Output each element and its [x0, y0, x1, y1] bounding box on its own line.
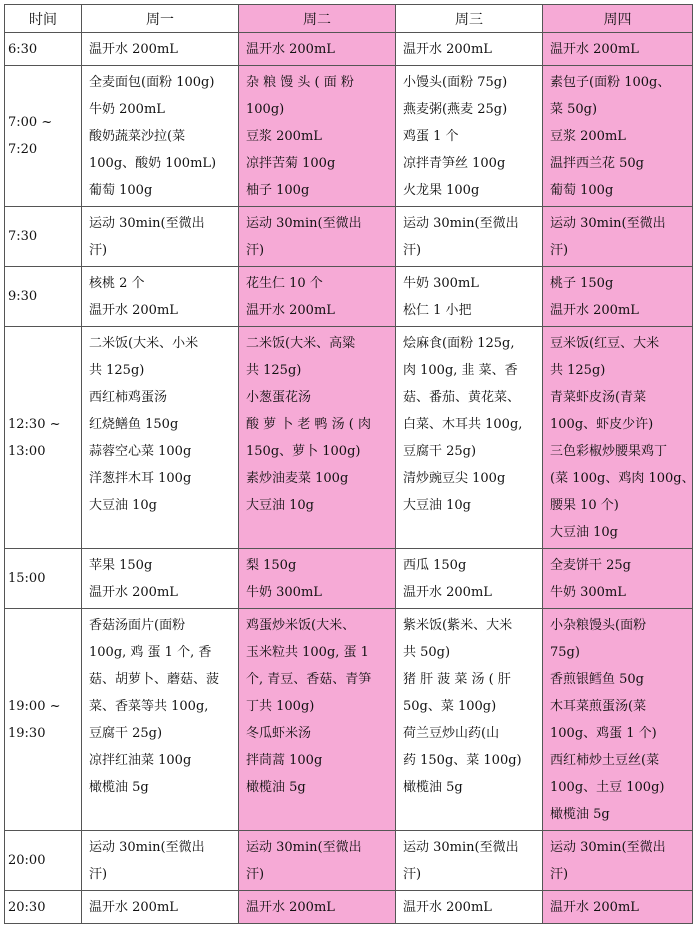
meal-cell-day-2: [239, 891, 396, 924]
meal-item-text: 菇、番茄、黄花菜、: [403, 390, 521, 405]
header-day-3: 周三: [396, 5, 543, 33]
meal-item-text: 温开水 200mL: [89, 900, 178, 915]
meal-item-text: 鸡蛋 1 个: [403, 129, 459, 144]
meal-item-text: 150g、萝卜 100g): [246, 444, 361, 459]
meal-item-text: 紫米饭(紫米、大米: [403, 618, 513, 633]
meal-item-text: 汗): [89, 867, 108, 882]
meal-item-text: 橄榄油 5g: [403, 780, 463, 795]
meal-item-text: 小杂粮馒头(面粉: [550, 618, 647, 633]
meal-item-text: 西红柿炒土豆丝(菜: [550, 753, 660, 768]
meal-item-text: 运动 30min(至微出: [246, 840, 362, 855]
table-row: [5, 549, 693, 609]
header-day-2: 周二: [239, 5, 396, 33]
meal-item-text: 100g、酸奶 100mL): [89, 156, 217, 171]
meal-item-text: 100g): [246, 102, 285, 117]
table-row: [5, 33, 693, 66]
meal-item-text: 清炒豌豆尖 100g: [403, 471, 506, 486]
meal-item-text: 温开水 200mL: [403, 42, 492, 57]
meal-item-text: 100g、鸡蛋 1 个): [550, 726, 657, 741]
time-text: 15:00: [8, 571, 46, 586]
meal-item-text: 苹果 150g: [89, 558, 153, 573]
meal-cell-day-2: [239, 207, 396, 267]
meal-item-text: 松仁 1 小把: [403, 303, 472, 318]
meal-item-text: 汗): [403, 243, 422, 258]
meal-cell-day-1: [82, 267, 239, 327]
meal-item-text: 50g、菜 100g): [403, 699, 497, 714]
meal-cell-day-3: [396, 831, 543, 891]
time-text: 7:20: [8, 142, 38, 157]
meal-item-text: 烩麻食(面粉 125g,: [403, 336, 515, 351]
meal-item-text: 温开水 200mL: [246, 42, 335, 57]
meal-item-text: 豆浆 200mL: [550, 129, 626, 144]
meal-cell-day-1: [82, 33, 239, 66]
meal-item-text: 牛奶 200mL: [89, 102, 165, 117]
meal-item-text: 温开水 200mL: [403, 585, 492, 600]
meal-item-text: 运动 30min(至微出: [550, 216, 666, 231]
table-row: [5, 327, 693, 549]
time-text: 13:00: [8, 443, 46, 459]
time-text: 19:30: [8, 725, 46, 741]
header-day-4: 周四: [543, 5, 693, 33]
meal-item-text: 葡萄 100g: [89, 183, 153, 198]
meal-item-text: 二米饭(大米、小米: [89, 336, 199, 351]
meal-item-text: 汗): [550, 243, 569, 258]
meal-item-text: 小葱蛋花汤: [246, 390, 312, 405]
meal-cell-day-2: [239, 609, 396, 831]
meal-item-text: 温开水 200mL: [246, 303, 335, 318]
meal-item-text: 共 125g): [550, 363, 606, 378]
time-text: 20:00: [8, 853, 46, 868]
header-day-1: 周一: [82, 5, 239, 33]
meal-cell-day-4: [543, 327, 693, 549]
meal-item-text: 白菜、木耳共 100g,: [403, 417, 523, 432]
meal-cell-day-4: [543, 891, 693, 924]
table-row: [5, 831, 693, 891]
meal-item-text: 温开水 200mL: [403, 900, 492, 915]
meal-item-text: 豆腐干 25g): [89, 726, 163, 741]
meal-item-text: 蒜蓉空心菜 100g: [89, 444, 192, 459]
time-text: 9:30: [8, 289, 38, 304]
time-cell: [5, 267, 82, 327]
meal-item-text: 温开水 200mL: [550, 303, 639, 318]
time-cell: [5, 831, 82, 891]
meal-item-text: 香煎银鳕鱼 50g: [550, 672, 644, 687]
meal-item-text: 运动 30min(至微出: [403, 840, 519, 855]
meal-cell-day-4: [543, 66, 693, 207]
meal-item-text: 汗): [550, 867, 569, 882]
meal-cell-day-1: [82, 891, 239, 924]
meal-cell-day-4: [543, 207, 693, 267]
time-cell: [5, 207, 82, 267]
meal-item-text: 西瓜 150g: [403, 558, 467, 573]
meal-item-text: 大豆油 10g: [246, 498, 314, 513]
table-row: [5, 267, 693, 327]
meal-item-text: 凉拌红油菜 100g: [89, 753, 192, 768]
meal-item-text: 大豆油 10g: [89, 498, 157, 513]
meal-item-text: 温开水 200mL: [550, 900, 639, 915]
meal-item-text: 运动 30min(至微出: [246, 216, 362, 231]
meal-item-text: 梨 150g: [246, 558, 297, 573]
meal-item-text: 运动 30min(至微出: [89, 216, 205, 231]
meal-item-text: 凉拌苦菊 100g: [246, 156, 336, 171]
meal-item-text: 橄榄油 5g: [246, 780, 306, 795]
meal-item-text: 小馒头(面粉 75g): [403, 75, 508, 90]
meal-item-text: 酸奶蔬菜沙拉(菜: [89, 129, 186, 144]
meal-item-text: 温开水 200mL: [550, 42, 639, 57]
meal-cell-day-2: [239, 549, 396, 609]
time-cell: [5, 891, 82, 924]
meal-item-text: 共 125g): [89, 363, 145, 378]
meal-item-text: 橄榄油 5g: [550, 807, 610, 822]
time-text: 7:30: [8, 229, 38, 244]
meal-cell-day-1: [82, 66, 239, 207]
meal-item-text: 汗): [246, 867, 265, 882]
time-cell: [5, 549, 82, 609]
meal-cell-day-1: [82, 609, 239, 831]
meal-cell-day-3: [396, 267, 543, 327]
time-cell: [5, 33, 82, 66]
meal-item-text: 杂 粮 馒 头 ( 面 粉: [246, 75, 354, 90]
meal-cell-day-1: [82, 831, 239, 891]
meal-cell-day-1: [82, 327, 239, 549]
table-row: [5, 891, 693, 924]
meal-item-text: 橄榄油 5g: [89, 780, 149, 795]
meal-item-text: 柚子 100g: [246, 183, 310, 198]
meal-item-text: 荷兰豆炒山药(山: [403, 726, 500, 741]
meal-cell-day-4: [543, 549, 693, 609]
time-text: 19:00 ~: [8, 698, 61, 714]
meal-cell-day-3: [396, 327, 543, 549]
meal-item-text: 红烧鳝鱼 150g: [89, 417, 179, 432]
meal-item-text: 100g、土豆 100g): [550, 780, 665, 795]
meal-cell-day-3: [396, 66, 543, 207]
meal-item-text: 玉米粒共 100g, 蛋 1: [246, 645, 369, 660]
meal-item-text: 牛奶 300mL: [550, 585, 626, 600]
meal-item-text: 菜、香菜等共 100g,: [89, 699, 209, 714]
meal-cell-day-1: [82, 549, 239, 609]
meal-item-text: 大豆油 10g: [550, 525, 618, 540]
meal-item-text: 肉 100g, 韭 菜、香: [403, 363, 518, 378]
meal-cell-day-2: [239, 33, 396, 66]
meal-cell-day-3: [396, 609, 543, 831]
meal-item-text: 温开水 200mL: [89, 303, 178, 318]
meal-item-text: 菜 50g): [550, 102, 598, 117]
table-row: [5, 207, 693, 267]
meal-cell-day-4: [543, 267, 693, 327]
meal-item-text: 牛奶 300mL: [403, 276, 479, 291]
meal-item-text: 二米饭(大米、高粱: [246, 336, 356, 351]
meal-item-text: 青菜虾皮汤(青菜: [550, 390, 647, 405]
meal-item-text: 香菇汤面片(面粉: [89, 618, 186, 633]
meal-item-text: 火龙果 100g: [403, 183, 480, 198]
meal-item-text: 100g、虾皮少许): [550, 417, 654, 432]
meal-cell-day-4: [543, 609, 693, 831]
meal-item-text: 燕麦粥(燕麦 25g): [403, 102, 508, 117]
meal-item-text: 温开水 200mL: [89, 585, 178, 600]
time-cell: [5, 327, 82, 549]
meal-item-text: 猪 肝 菠 菜 汤 ( 肝: [403, 672, 511, 687]
time-text: 12:30 ~: [8, 416, 61, 432]
meal-item-text: 丁共 100g): [246, 699, 315, 714]
header-time: 时间: [5, 5, 82, 33]
meal-item-text: 75g): [550, 645, 580, 660]
meal-item-text: 共 50g): [403, 645, 451, 660]
meal-item-text: 温开水 200mL: [89, 42, 178, 57]
time-text: 20:30: [8, 899, 46, 915]
table-row: [5, 66, 693, 207]
time-cell: [5, 609, 82, 831]
meal-plan-table: [4, 4, 693, 924]
meal-item-text: 桃子 150g: [550, 276, 614, 291]
meal-item-text: 鸡蛋炒米饭(大米、: [246, 618, 356, 633]
meal-item-text: 腰果 10 个): [550, 498, 619, 513]
meal-item-text: 豆浆 200mL: [246, 129, 322, 144]
meal-item-text: 花生仁 10 个: [246, 276, 323, 291]
meal-item-text: 100g, 鸡 蛋 1 个, 香: [89, 645, 212, 660]
meal-item-text: 凉拌青笋丝 100g: [403, 156, 506, 171]
meal-item-text: 个, 青豆、香菇、青笋: [246, 672, 372, 687]
table-row: [5, 609, 693, 831]
meal-cell-day-4: [543, 831, 693, 891]
header-row: [5, 5, 693, 33]
meal-item-text: 葡萄 100g: [550, 183, 614, 198]
meal-cell-day-4: [543, 33, 693, 66]
meal-cell-day-3: [396, 549, 543, 609]
meal-item-text: 核桃 2 个: [89, 276, 145, 291]
meal-item-text: 酸 萝 卜 老 鸭 汤 ( 肉: [246, 417, 371, 432]
meal-item-text: 运动 30min(至微出: [403, 216, 519, 231]
meal-cell-day-2: [239, 66, 396, 207]
meal-cell-day-1: [82, 207, 239, 267]
meal-item-text: 共 125g): [246, 363, 302, 378]
meal-item-text: 大豆油 10g: [403, 498, 471, 513]
time-cell: [5, 66, 82, 207]
meal-item-text: 豆米饭(红豆、大米: [550, 336, 660, 351]
meal-cell-day-3: [396, 33, 543, 66]
meal-item-text: 运动 30min(至微出: [89, 840, 205, 855]
meal-item-text: 豆腐干 25g): [403, 444, 477, 459]
meal-item-text: 木耳菜煎蛋汤(菜: [550, 699, 647, 714]
time-text: 6:30: [8, 41, 38, 57]
meal-cell-day-2: [239, 267, 396, 327]
meal-item-text: 洋葱拌木耳 100g: [89, 471, 192, 486]
meal-item-text: 药 150g、菜 100g): [403, 753, 522, 768]
meal-item-text: 温拌西兰花 50g: [550, 156, 644, 171]
meal-item-text: 汗): [246, 243, 265, 258]
meal-item-text: 西红柿鸡蛋汤: [89, 390, 168, 405]
meal-item-text: 拌茼蒿 100g: [246, 753, 323, 768]
time-text: 7:00 ~: [8, 115, 53, 130]
meal-item-text: 素包子(面粉 100g、: [550, 75, 671, 90]
meal-item-text: 冬瓜虾米汤: [246, 726, 312, 741]
meal-cell-day-2: [239, 831, 396, 891]
meal-cell-day-3: [396, 207, 543, 267]
meal-item-text: 汗): [403, 867, 422, 882]
meal-item-text: 汗): [89, 243, 108, 258]
table-body: [5, 33, 693, 924]
meal-item-text: 菇、胡萝卜、蘑菇、菠: [89, 672, 220, 687]
meal-cell-day-3: [396, 891, 543, 924]
meal-item-text: 素炒油麦菜 100g: [246, 471, 349, 486]
meal-cell-day-2: [239, 327, 396, 549]
meal-item-text: (菜 100g、鸡肉 100g、: [550, 471, 695, 486]
meal-item-text: 三色彩椒炒腰果鸡丁: [550, 444, 668, 459]
meal-item-text: 牛奶 300mL: [246, 585, 322, 600]
meal-item-text: 全麦面包(面粉 100g): [89, 75, 215, 90]
meal-item-text: 温开水 200mL: [246, 900, 335, 915]
meal-item-text: 运动 30min(至微出: [550, 840, 666, 855]
meal-item-text: 全麦饼干 25g: [550, 558, 631, 573]
